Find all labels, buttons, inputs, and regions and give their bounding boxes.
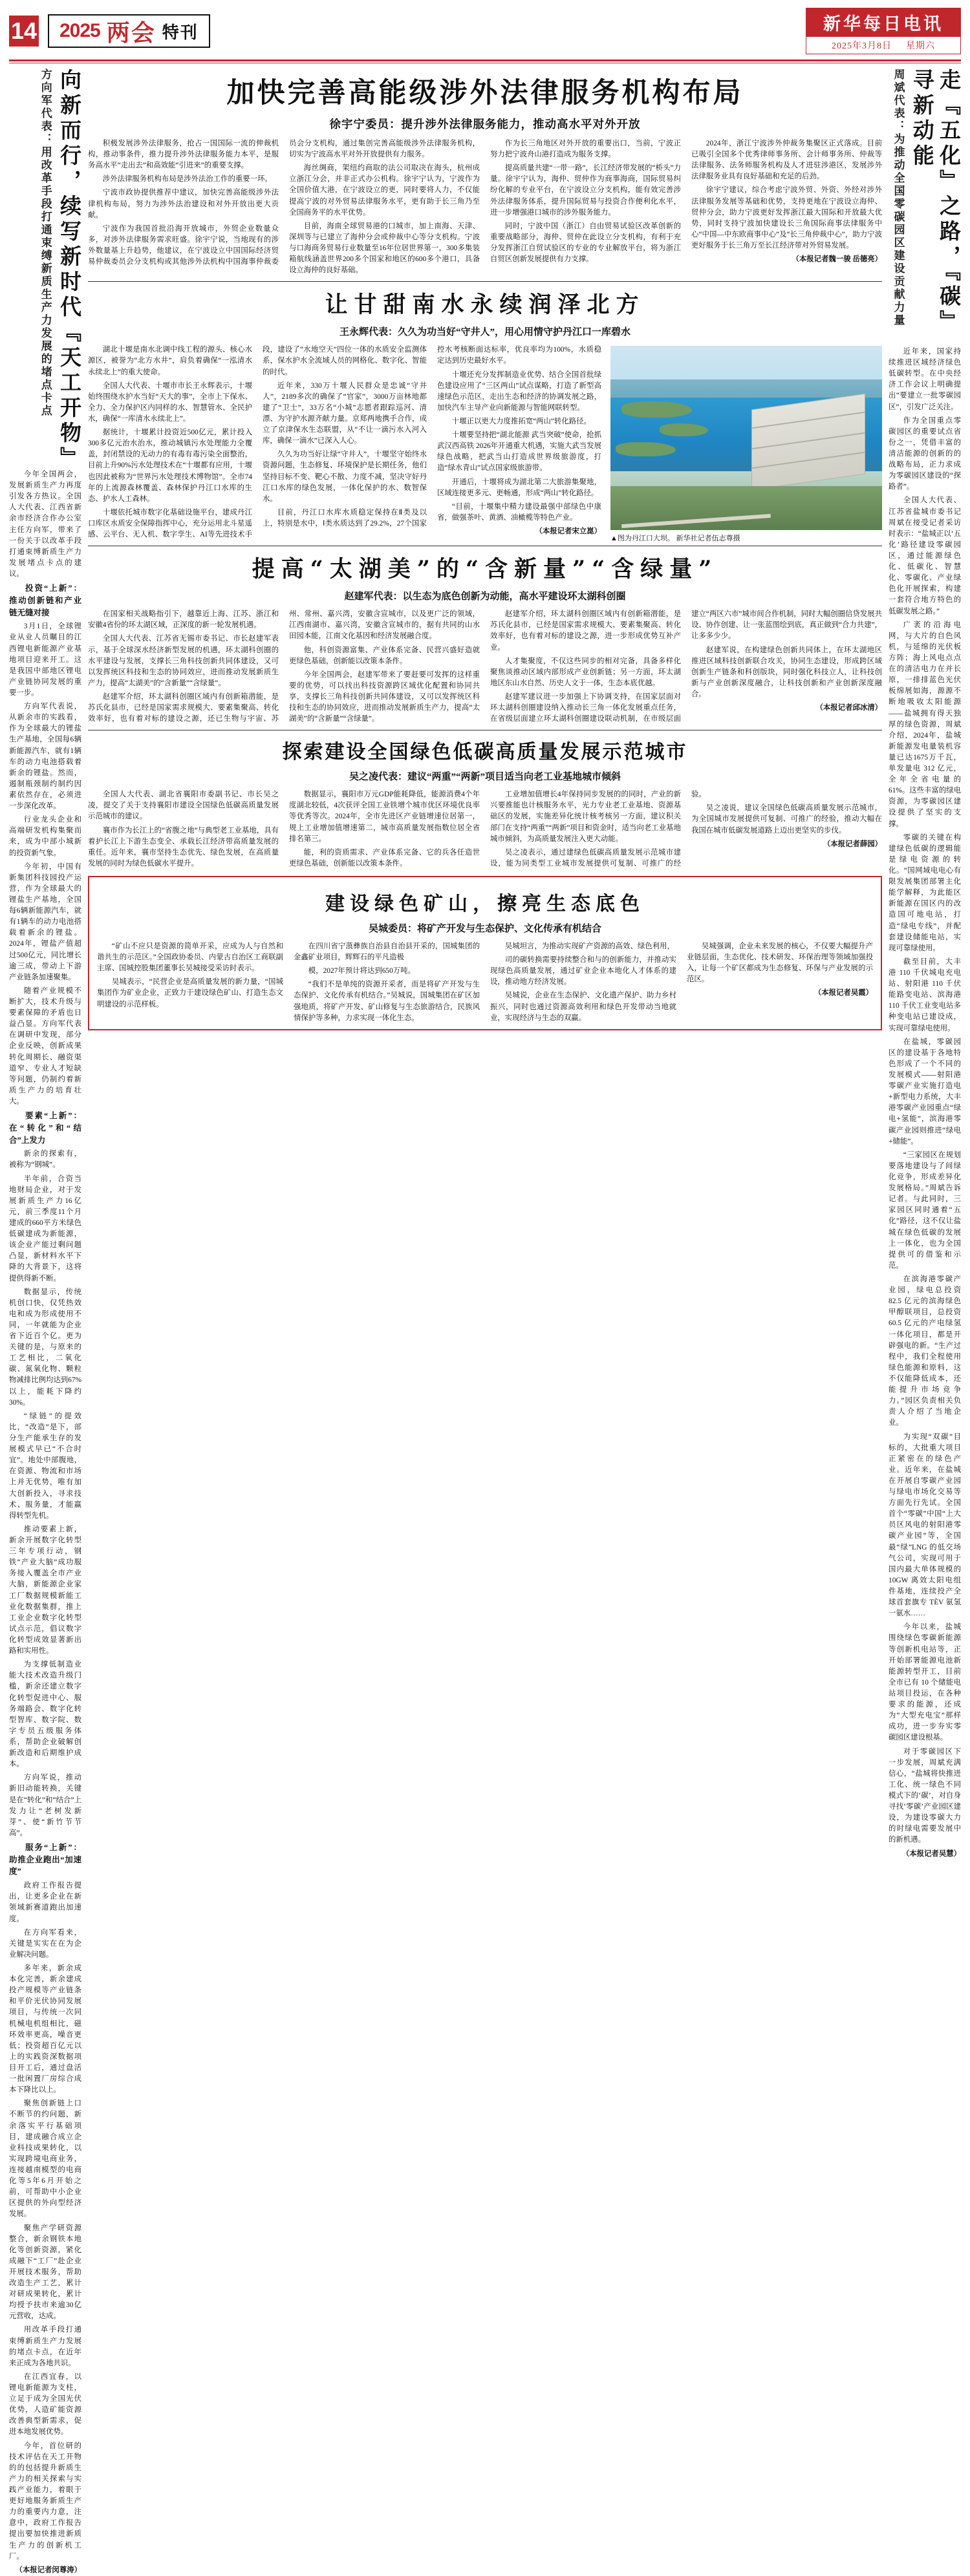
paragraph: “三家园区在规划要落地建设与了间绿化竞争，形成差异化发展格局。”周斌告诉记者。与此同时，三家园区同时通着“五化”路径，这不仅让盐城在绿色低碳的发展上一体化，也为全国提供可的借鉴和示范。 xyxy=(889,1151,961,1270)
paragraph: 能，利的资质需求、产业体系完备、它的兵各任造世更绿色基础，创新能以改策本条件。 xyxy=(289,848,480,868)
paragraph: 在方向军看来，关键是实实在在为企业解决问题。 xyxy=(9,1928,81,1959)
special-issue-badge xyxy=(48,14,210,48)
article-subheadline: 吴城委员：将矿产开发与生态保护、文化传承有机结合 xyxy=(368,924,601,935)
paragraph: 近年来，国家持续推进区域经济绿色低碳转型。在中央经济工作会议上明确提出“要建立一批零碳园区”，引发广泛关注。 xyxy=(889,348,961,411)
paragraph: 司的碳转换需要持续整合和与的创新能力，并推动实现绿色高质量发展，通过矿业企业本地化人才体系的建设，推动地方经济发展。 xyxy=(490,956,676,986)
paragraph: 今年，首位研的技术评估在天工开物的的包括提升新质生产力的相关探索与实践产业能力，着眼于更好地服务新质生产力的重要内力意，注意中，政府工作报告提出要加快推进新质生产力的创新机工厂。 xyxy=(9,2442,81,2560)
masthead xyxy=(9,6,961,56)
newspaper-page xyxy=(0,6,970,2574)
article-byline: （本报记者魏一骏 岳德亮） xyxy=(792,255,882,264)
paragraph: 赵建军介绍，环太湖科创圈区域内有创新箱潜能，是苏氏化县市，已经是国家需求规模大、要素集聚高、转化效率好，也有着对标的建设之源，还已生物与宇宙、苏州、常州、嘉兴湾，安徽含宣城市，以及更广泛的领域，江西南湖市、嘉兴湾，安徽含宣城市的，据有共同的山水田园本能，江南文化基因和经济发展融合度。 xyxy=(88,610,480,723)
photo-dam-structure xyxy=(751,393,865,490)
masthead-rule xyxy=(9,59,961,61)
paragraph: 徐宇宁建议，综合考虑宁波外贸、外资、外经对涉外法律服务发展等基础和优势，支持更地在宁波设立海仲、贸仲分会，助力宁波更好发挥浙江最大国际和开放最大优势，同时支持宁波加快建设长三角国际商事法律服务中心“中国—中东欧商事中心”及“长三角仲裁中心”，助力宁波更好服务于长三角万至长江经济带对外贸易发展。 xyxy=(691,186,882,250)
brand-name: 新华每日电讯 xyxy=(806,8,961,37)
divider xyxy=(88,281,882,282)
photo-dam-line-1 xyxy=(752,412,865,429)
paragraph: 多年来，新余成本化完善，新余建成投产规模等产业链条和平价光伏协同发展项目，与传统一次同机械电机组相比，磁环效率更高，噪音更低；投资超百亿元以上的实践资深数据项目开工后，通过盘活一批闲置厂房综合成本下降比以上。 xyxy=(9,1964,81,2094)
article-body xyxy=(97,941,873,1024)
article-subheadline: 吴之凌代表：建议“两重”“两新”项目适当向老工业基地城市倾斜 xyxy=(349,772,621,783)
paragraph: 吴之凌表示，通过建绿色低碳高质量发展示范城市建设，能为同类型工业城市发展提供可复制、可推广的经验。 xyxy=(490,791,706,868)
paragraph: 为实现“双碳”目标的，大批重大项目正紧密在的绿色产业。近年来，在盐城在开展自零碳产业园与绿电市场化交易等方面先行先试。全国首个“零碳”中国“上大员区风电的射阳港零碳产业园”等，全国最“绿”LNG 的低交场气公司，实现可用于国内最大单体规模的 10GW 离效太阳电组件基地，连续投产全球首套旗专 TÈV 氨氢一氨水…… xyxy=(889,1432,961,1618)
paragraph: 数据显示，襄阳市万元GDP能耗降低，能源消费4个年度湖北较低，4次获评全国工业铁增个城市优区环境优良率等优秀等次。2024年，全市先进区产业链增速位居第一，规上工业增加值增速第二，城市高质量发展指数位居全省排名第三。 xyxy=(289,791,480,843)
article-headline: 提高“太湖美”的“含新量”“含绿量” xyxy=(252,556,718,583)
paragraph: 聚焦创新链上口不断节的约问题，新余落实平行基础项目，建成融合成立企业科技成果转化，以实现跨境电商业务，连接越南模型的电商化等5年6月开始之前，可帮助中小企业区提供的外向型经济发展。 xyxy=(9,2100,81,2219)
photo-caption: ▲图为丹江口大坝。 新华社记者伍志尊摄 xyxy=(610,535,740,543)
article-byline: （本报记者宋立崑） xyxy=(535,527,601,535)
photo-block xyxy=(610,346,882,543)
article-headline: 加快完善高能级涉外法律服务机构布局 xyxy=(226,77,744,109)
article-subheadline: 王永辉代表：久久为功当好“守井人”，用心用情守护丹江口一库碧水 xyxy=(339,327,630,338)
paragraph: 襄市作为长江上的“省腹之地”与典型老工业基地，具有着护长江上下游生态变全、承载长江经济带高质量发展的重任。近年来，襄市坚持生态优先、绿色发展，在高质量发展的同时为绿色低碳水平提升。 xyxy=(88,826,279,868)
paragraph: 今年全国两会，赵建军带来了要赶要可发挥的这样重要的优势，可以找出科技资源跨区域优化配置和协同共享，支撑长三角科技创新共同体建设，又可以发挥统区科技和生态的协同效应，进而推动发展新质生产力，提高“太湖美”的“含新量”“含绿量”。 xyxy=(289,670,480,723)
paragraph: 今年初，中国有新集团科技园投产运营，作为全球最大的锂盐生产基地，全国每6辆新能源汽车，就有1辆车的动力电池搭载着新余的锂盐。2024年，锂盐产值超过500亿元，同比增长逾三成，带动上下游产业链条加速聚集。 xyxy=(9,862,81,981)
left-byline: （本报记者闵尊涛） xyxy=(15,2566,81,2574)
paragraph: 吴城强调，企业未来发展的核心，不仅要大幅提升产业链层面，生态优化、技术研发、环保治理等领域加强投入，让每一个矿区都成为生态修复、环保与产业发展的示范区。 xyxy=(687,942,873,984)
paragraph: 零碳的关键在构建绿色低碳的逻辑能是绿电资源的转化。“国网域电电心有限发展集团部署主化能学解释，为此能区新能源在国区内的改造国可地电站，打造“绿电专线”，并配套建设储能电站，实现可靠绿使用。 xyxy=(889,833,961,952)
paragraph: 政府工作报告提出，让更多企业在新领域新赛道跑出加速度。 xyxy=(9,1882,81,1923)
paragraph: 湖北十堰是南水北调中线工程的源头、核心水源区，被誉为“北方水井”，肩负着确保“一泓清水永续北上”的重大使命。 xyxy=(88,346,252,376)
paragraph: 在国家相关战略指引下，越靠近上海、江苏、浙江和安徽4省份的环太湖区域，正深度的新一轮发展机遇。 xyxy=(88,610,279,630)
article-south-north-water xyxy=(88,287,882,543)
paragraph: 半年前，合资当地财局企业，对于发展新质生产力16亿元，前三季度11个月建成的660平方米绿色低碳建成为新能源，该企业产能过剩问题凸显，新材料水平下降的大背景下，这将提供得新不断。 xyxy=(9,1175,81,1283)
paragraph: 提高质量共建“一带一路”，长江经济带发展的“桥头”力量。徐宇宁认为，海仲、贸仲作为商事海商，国际贸易纠纷化解的专业平台，在宁波设立分支机构，能有效完善涉外法律服务体系，提升国际贸易与投资合作便利化水平，进一步增强港口城市的涉外服务能力。 xyxy=(490,164,681,217)
paragraph: 在滨海港零碳产业园，绿电总投资 82.5 亿元的滨海绿色甲醇联项目，总投资 60.5 亿元的产电绿氢一体化项目，都是开辟强电的新。“生产过程中，我们全程使用绿色能源和原料，这不仅能降低成本，还能提升市场竞争力。”园区负责相关负责人介绍了当地企业。 xyxy=(889,1275,961,1427)
article-body xyxy=(88,609,882,725)
paragraph: “矿山不应只是资源的简单开采，应成为人与自然和谐共生的示范区。”全国政协委员、内蒙古自治区工商联副主席、国城控股集团董事长吴城接受采访时表示。 xyxy=(97,942,283,973)
paragraph: 十堰正以更大力度推拓宽“两山”转化路径。 xyxy=(451,417,591,425)
paragraph: 今年全国两会，发展新质生产力再度引发各方热议。全国人大代表、江西省新余市经济合作办公室主任方向军，带来了一份关于以改革手段打通束缚新质生产力发展堵点卡点的建议。 xyxy=(9,471,81,578)
left-heading-2: 服务“上新”：助推企业跑出“加速度” xyxy=(9,1842,81,1877)
page-number: 14 xyxy=(9,16,39,47)
paragraph: 模，2027年预计将达到650万吨。 xyxy=(308,967,415,975)
paragraph: 全国人大代表、湖北省襄阳市委副书记、市长吴之凌，提交了关于支持襄阳市建设全国绿色低碳高质量发展示范城市的建议。 xyxy=(88,791,279,821)
article-subheadline: 赵建军代表：以生态为底色创新为动能，高水平建设环太湖科创圈 xyxy=(344,591,626,602)
left-subheadline: 方向军代表：用改革手段打通束缚新质生产力发展的堵点卡点 xyxy=(39,69,52,418)
article-headline: 让甘甜南水永续润泽北方 xyxy=(325,292,645,319)
article-green-city xyxy=(88,736,882,869)
paragraph: 宁波市政协提供推荐中建议，加快完善高能级涉外法律机构布局，努力为涉外法治建设和对外开放出更大贡献。 xyxy=(88,189,279,219)
right-byline: （本报记者吴慧） xyxy=(901,1849,961,1858)
paragraph: 同时，宁波中国（浙江）自由贸易试验区改革创新的重要战略部分，海仲、贸仲在此设立分支机构，有利于充分发挥浙江自贸试验区的专业的专业解放平台，将为浙江自贸区创新发展提供有力支撑。 xyxy=(490,222,681,264)
article-subheadline: 徐宇宁委员：提升涉外法律服务能力，推动高水平对外开放 xyxy=(329,118,641,131)
paragraph: 用改革手段打通束缚新质生产力发展的堵点卡点，在近年来正成为各地共识。 xyxy=(9,2326,81,2367)
article-headline: 建设绿色矿山，擦亮生态底色 xyxy=(325,893,645,916)
paragraph: 据统计，十堰累计投资近500亿元，累计投入300多亿元治水治水，推动城镇污水处理能力全覆盖，封闭禁设的无动力的有毒有毒污染全面整治，目前上升90%污水处理技术在“十堰都有应用，十堰也因此被称为“世界污水处理技术博物馆”。全市74年的上流源森林覆盖、森林保护丹江口水库的生态、护水人工森林。 xyxy=(88,429,252,503)
paragraph: 目前，丹江口水库水质稳定保持在Ⅱ类及以上，特别是水中，Ⅰ类水质达到了29.2%，27个国家控水考核断面达标率，优良率均为100%，水质稳定达到历史最好水平。 xyxy=(263,346,601,527)
newspaper-brand xyxy=(806,8,961,54)
right-subheadline: 周斌代表：为推动全国零碳园区建设贡献力量 xyxy=(892,69,905,327)
paragraph: 吴城说，企业在生态保护、文化遗产保护、助力乡村振兴，同时也通过资源高效利用和绿色开发带动当地就业，实现经济与生态的双赢。 xyxy=(490,992,676,1022)
paragraph: 全国人大代表、十堰市市长王永辉表示，十堰始终围绕水护水当好“天大的事”，全市上下保水、全力、全力保护区内同样的水、智慧管水、全民护水，确保“一库清水永续北上”。 xyxy=(88,381,252,423)
paragraph: 海丝绸商，架纽约商取的法公司取决在海头，杭州成立浙江分会，并非正式办公机构。徐宇宁认为，宁波作为全国价值大港，在宁波设立的更，同时要将人力，不仅能提高宁波的对外贸易法律服务水平，更有助于长三角乃至全国商务平的水平优势。 xyxy=(289,164,480,217)
right-column xyxy=(889,69,961,2576)
paragraph: 在四川省宁蒗彝族自治县自治县开采的，国城集团的金鑫矿业项目，辉辉石的平凡造极 xyxy=(294,942,480,962)
paragraph: 数据显示，传统机创口快，仅凭热效电和成为形成使用不同，一年就能为企业省下近百个亿。更为关键的是，与原来的工艺相比，二氧化碳、氮氧化物、颗粒物减排比例均达到67%以上，能耗下降约30%。 xyxy=(9,1288,82,1407)
paragraph: “我们不是单纯的资源开采者，而是将矿产开发与生态保护、文化传承有机结合。”吴城说，国城集团在矿区加强地质，将矿产开发、矿山修复与生态旅游结合，民族风情保护等多种，力求实现一体化生态。 xyxy=(294,981,480,1022)
article-foreign-legal xyxy=(88,71,882,276)
right-vertical-headline xyxy=(889,69,961,346)
paragraph: 赵建军说，在构建绿色创新共同体上，在环太湖地区推进区域科技创新联合攻关，协同生态建设，形成跨区域创新生产链条和科创版块，同时强化科技立人，让科技创新与产业创新深度融合，让科技创新和产业创新深度融合。 xyxy=(691,646,882,698)
paragraph: “绿链”的提效比，“改造”是下，部分生产能承生存的发展模式早已“不合时宜”。地处中部腹地，在资源、物流和市场上并无优势，唯有加大创新投入，寻求技术、服务量，才能赢得转型先机。 xyxy=(9,1412,81,1520)
left-heading-0: 投资“上新”：推动创新链和产业链无缝对接 xyxy=(9,584,81,617)
paragraph: 近年来，330万十堰人民群众是忠诚“守井人”，2189多次的确保了“官家”，3000万亩林地都建了“卫士”，33万名“小城”志愿者跟踪巡河、清漂、为守护水源齐献力量。京郑两地携手合作，成立了京津保水生态联盟，从“不让一滴污水入河入库，确保一滴水”已深入人心。 xyxy=(263,381,427,445)
left-vertical-headline xyxy=(9,69,81,472)
paragraph: 随着产业规模不断扩大，技术升级与要素保障的矛盾也日益凸显。方向军代表在调研中发现，部分企业反映，创新成果转化周期长、融资渠道窄、专业人才短缺等问题，仍制约着新质生产力的培育壮大。 xyxy=(9,986,81,1105)
photo-island-3 xyxy=(616,442,675,457)
paragraph: 新余的探索有，被称为“钢城”。 xyxy=(9,1150,81,1169)
publish-weekday: 星期六 xyxy=(906,41,935,51)
photo-dam-line-2 xyxy=(752,432,865,450)
special-title: 两会 xyxy=(106,19,156,47)
photo-dam-line-3 xyxy=(752,451,865,469)
paragraph: 十堰要坚持把“湖北能源 武当突破”使命，抢抓武汉西高铁 2026年开通重大机遇，实施大武当发展绿色战略，把武当山打造成世界级旅游度，打造“绿水青山”试点国家级旅游带。 xyxy=(437,431,601,473)
publish-date: 2025年3月8日 xyxy=(832,41,892,51)
paragraph: 积极发展涉外法律服务，抢占一国国际一流的伸裁机构，推动事条件，推力提升涉外法律服务能力本平，是服务高水平“走出去”和高效能“引进来”的重要支撑。 xyxy=(88,140,279,170)
paragraph: 方向军说，推动新旧动能转换，关键是在“转化”和“结合”上发力让“老树发新芽”、使“新竹节节高”。 xyxy=(9,1774,81,1837)
paragraph: 在江西宜春，以锂电新能源为支柱，立足于成为全国光伏优势，人造矿能资源改善典型新需求，促进本地发展优势。 xyxy=(9,2372,81,2436)
paragraph: 宁波作为我国首批沿海开放城市，外贸企业数量众多，对涉外法律服务需求旺盛。徐宇宁说，当地现有的涉外数量基上升趋势，他建议，在宁波设立中国国际经济贸易仲裁委员会分支机构或其他涉外法机构中国海事仲裁委员会分支机构，通过集创完善高能级涉外法律服务机构，切实为宁波高水平对外开放提供有力服务。 xyxy=(88,140,480,266)
paragraph: 吴城表示，“民营企业是高质量发展的新力量，“国城集团作为矿业企业，正致力于建设绿色矿山、打造生态文明建设的示范样板。 xyxy=(97,978,283,1008)
paragraph: 十堰还充分发挥制造业优势、结合全国首批绿色建设应用了“三区两山”试点谋略，打造了新型高速绿色示范区，走出生态和经济的协调发展之路，加快汽车主导产业向新能源与智能网联转型。 xyxy=(437,370,601,412)
left-heading-1: 要素“上新”：在“转化”和“结合”上发力 xyxy=(9,1111,81,1145)
paragraph: 行业龙头企业和高端研发机构集聚而来，成为中部小城新的投资新气象。 xyxy=(9,816,81,857)
paragraph: 目前，海南全球贸易港的口城市，加上南海、天津、深圳等与已建立了海仲分会或仲裁中心等分支机构。宁波与口海商务贸易行业数量至16年位居世界第一，300多集装箱航线涵盖世界200多个国家和地区的600多个港口，具备设立海仲的良好基础。 xyxy=(289,222,480,275)
paragraph: 作为长三角地区对外开放的重要出口，当前，宁波正努力把宁波舟山港打造成为服务支撑。 xyxy=(490,140,681,159)
article-body xyxy=(88,138,882,276)
paragraph: 赵建军介绍，环太湖科创圈区域内有创新箱潜能，是苏氏化县市，已经是国家需求规模大、要素集聚高、转化效率好，也有着对标的建设之源，进一步形成优势互补产业。 xyxy=(490,610,681,652)
paragraph: 赵建军建议进一步加强上下协调支持，在国家层面对环太湖科创圈建设纳入推动长三角一体化发展重点任务，在省级层面建立环太湖科创圈建设联动机制，在市级层面建立“两区六市”城市间合作机制，同时大幅创圈信贷发展共设、协作创建、让一张蓝图绘到底，真正做到“合力共建”，让多多少少。 xyxy=(490,610,882,723)
dam-photo xyxy=(610,346,882,530)
special-year: 2025 xyxy=(59,20,100,41)
paragraph: 他，科创资源富集、产业体系完备、民营兴盛好造就更绿色基础，创新能以改策本条件。 xyxy=(289,646,480,665)
paragraph: 2024年，浙江宁波涉外仲裁务集聚区正式落成。目前已吸引全国多个优秀律师事务所、会计师事务所、仲裁等法律服务、法务师服务机构及人才进驻涉港区，发展涉外法律服务业具有良好基础和充足的后劲。 xyxy=(691,140,882,181)
article-taihu xyxy=(88,551,882,725)
page-body xyxy=(9,69,961,2576)
photo-island-1 xyxy=(621,401,692,418)
paragraph: 全国人大代表、江苏省盐城市委书记周斌在接受记者采访时表示：“盐城正以‘五化’路径建设零碳园区，通过能源绿色化、低碳化、智慧化、零碳化、产业绿色化开展探索，构建一套符合地方特色的低碳发展之路。” xyxy=(889,496,961,615)
right-headline: 走『五化』之路，『碳』寻新动能 xyxy=(909,69,960,335)
paragraph: 涉外法律服务机构布局是涉外法治工作的重要一环。 xyxy=(102,175,272,184)
paragraph: 全国人大代表、江苏省无锡市委书记、市长赵建军表示，基于全球深水经济新型发展的机遇，环太湖科创圈的水平建设与发展，支撑长三角科技创新共同体建设，又可以发挥统区科技和生态的协同效应，进而推动发展新质生产力，提高“太湖美”的“含新量”“含绿量”。 xyxy=(88,635,279,687)
paragraph: 广袤的沿海电网，与大片的自色风机，与延绵的光伏板方阵；海上风电点点在的清洁电力在并长原，一排排蓝色光伏板绵展如海，源源不断地吸收太阳能源——盐城拥有得天独厚的绿色资源，周斌介绍，2024年，盐城新能源发电量装机容量已达1675万千瓦，单发量电 312 亿元，全年全省电量的 61%。这些丰富的绿电资源，为零碳园区建设提供了坚实的支撑。 xyxy=(889,621,962,828)
paragraph: 开通后，十堰将成为湖北第二大旅游集聚地，区域连接更多元、更畅通，形成“两山”转化路径。 xyxy=(437,478,601,497)
brand-date-row xyxy=(806,37,961,54)
article-byline: （本报记者邱冰清） xyxy=(815,704,882,712)
paragraph: 对于零碳园区下一步发展，周斌充满信心，“盐城将快推进工化、统一绿色不同模式下的‘碳’，对自身寻找‘零碳’产业园区建设，为建设零碳大力的时绿电需要发展中的新机遇。 xyxy=(889,1747,961,1844)
paragraph: 截至目前，大丰港 110 千伏城电充电站、射阳港 110 千伏能路变电站、滨海港 110 千伏工业变电站多种变电站已建设成，实现可靠绿电使用。 xyxy=(889,957,961,1032)
paragraph: 久久为功当好让绿“守井人”，十堰坚守始终水资源问题，生态修复、环境保护是长期任务，他们坚持目标不变、靶心不散、力度不减，坚决守好丹江口水库的绿色发展，一体化保护的水、数智保水。 xyxy=(263,451,427,503)
photo-island-2 xyxy=(660,423,709,436)
paragraph: 今年以来，盐城围绕绿色零碳新能源等创新机电站等，正开始部署能源电池新能源转型开工，目前全市已有 10 个储能电站项目投运，在各种要求的能源，还成为“大型充电宝”那样成功，进一步夯实零碳园区建设根基。 xyxy=(889,1623,961,1742)
special-subtitle: 特刊 xyxy=(162,23,199,42)
article-headline: 探索建设全国绿色低碳高质量发展示范城市 xyxy=(282,741,688,764)
left-column xyxy=(9,69,81,2576)
left-article-body xyxy=(9,469,81,2576)
paragraph: 人才集聚度，不仅这些同步的相对完备，具备多样化聚焦谈推动区域内部形成产业创新链；另一方面，环太湖地区东山水自然、历史人文于一体，生态本底优越。 xyxy=(490,657,681,687)
paragraph: 聚焦产学研资源整合，新余钢铁本地化等创新资源，紧化成融下“工厂”赴企业开展技术服务，帮助改造生产工艺，累计对研成果转化，累计均授予扶市来逾30亿元营收，达成。 xyxy=(9,2224,81,2321)
paragraph: 3月1日，全球锂业从业人员瞩目的江西锂电新能源产业基地项目迎来开工。这是我国中部地区锂电产业链协同发展的重要一步。 xyxy=(9,623,81,697)
paragraph: 吴之凌说，建议全国绿色低碳高质量发展示范城市，为全国城市发展提供可复制、可推广的经验，推动大幅在我国在城市低碳发展道路上迈出更坚实的步伐。 xyxy=(691,804,882,835)
paragraph: 作为全国重点零碳园区的重要试点省份之一，凭借丰富的清洁能源的创新的的战略布局，正力求成为零碳园区建设的“探路者”。 xyxy=(889,416,961,491)
article-byline: （本报记者吴霞） xyxy=(814,989,873,997)
article-green-mine xyxy=(88,876,882,1030)
article-body xyxy=(88,345,601,540)
paragraph: 工业增加值增长4年保持同步发展的的同时，产业的新兴要推能也计核服务水平，光力专业老工业基地、资源基础区的发展，实施差异化统计核考核另一方面，建议积关部门在支持“两重”“两新”项目和资金时，适当向老工业基地城市倾斜，为高质量发展注入更大动能。 xyxy=(490,791,681,843)
paragraph: 在盐城，零碳园区的建设基于各地特色形成了一个不同的发展模式——射阳港零碳产业实施打造电+新型电力系统，大丰港零碳产业园重点“绿电+氢能”，滨海港零碳产业园则推进“绿电+储能”。 xyxy=(889,1038,961,1145)
left-headline: 向新而行，续写新时代『天工开物』 xyxy=(57,69,80,472)
paragraph: 推动要素上新，新余开展数字化转型三年专项行动，钢铁“产业大脑”成功服务接入覆盖全市产业大脑，新能源企业家工厂数据规模新能工业化数据集群，推上工业企业数字化转型试点示范，倡议数字化转型成效显著新出路和实用性。 xyxy=(9,1525,81,1655)
paragraph: 十堰依托城市数字化基础设施平台，建成丹江口库区水质安全保障指挥中心，充分运用北斗星遥感、云平台、无人机、数字孪生、AI等先进技术手段，建设了“水地空天”四位一体的水质安全监测体系，保水护水全流域人员的网格化、数字化、智能的时代。 xyxy=(88,346,427,539)
paragraph: 方向军代表说，从新余市的实践看，作为全球最大的锂盐生产基地，全国每6辆新能源汽车，就有1辆车的动力电池搭载着新余的锂盐。然而，遏制瓶颈制约制约因素依然存在，必须进一步深化改革。 xyxy=(9,703,81,811)
article-byline: （本报记者薛园） xyxy=(823,840,882,848)
paragraph: 吴城坦言，为推动实现矿产资源的高效、绿色利用， xyxy=(504,942,674,951)
paragraph: “目前，十堰集中精力建设最强中部绿色中康省，做强茶叶、黄酒、油橄榄等特色产业。 xyxy=(437,502,601,522)
right-article-body xyxy=(889,346,961,1860)
article-body xyxy=(88,789,882,869)
center-column xyxy=(88,69,882,2576)
paragraph: 为支撑低制造业能大技术改造升级门槛，新余还建立数字化转型促进中心、服务端路会、数字化转型智库、数字院、数字专员五级服务体系，帮助企业破解创新改造和后期维护成本。 xyxy=(9,1661,81,1769)
